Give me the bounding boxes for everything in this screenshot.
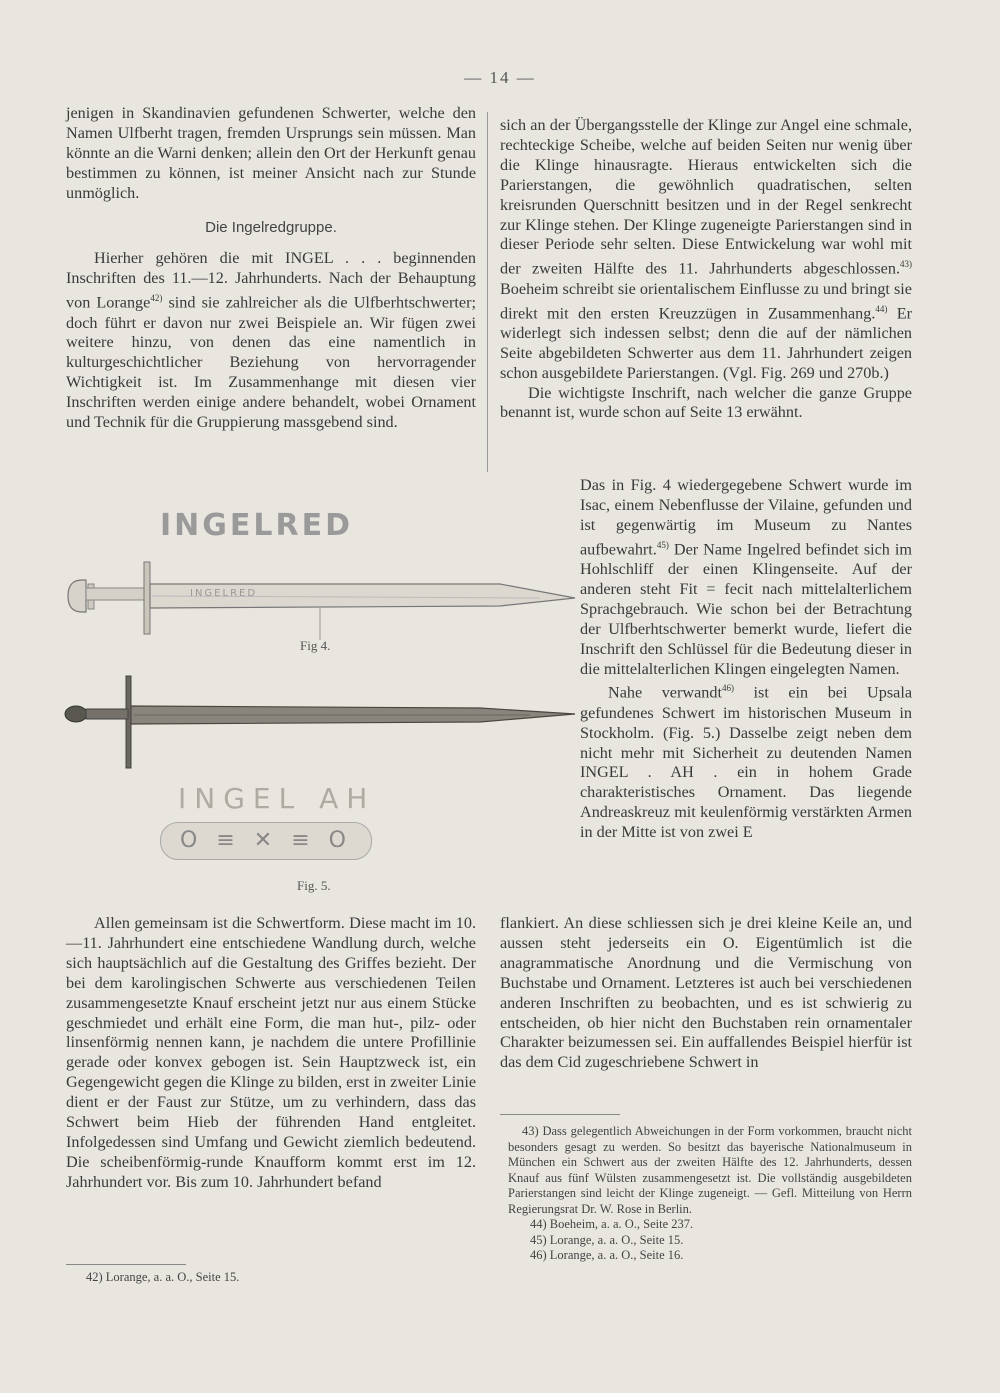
paragraph bbox=[580, 476, 912, 679]
fig4-inscription: INGELRED bbox=[160, 508, 353, 543]
fig5-ornament bbox=[160, 822, 372, 860]
footnote-ref: 43) bbox=[900, 259, 912, 270]
paragraph bbox=[500, 116, 912, 384]
footnote: 46) Lorange, a. a. O., Seite 16. bbox=[530, 1248, 684, 1262]
footnotes-left bbox=[86, 1270, 476, 1286]
text: Boeheim schreibt sie orientalischem Einflusse zu und bringt sie direkt mit den ersten Kreuzzügen in Zusammenhang. bbox=[500, 279, 912, 322]
paragraph: Die wichtigste Inschrift, nach welcher die ganze Gruppe benannt ist, wurde schon auf Seite 13 erwähnt. bbox=[500, 383, 912, 422]
paragraph bbox=[66, 249, 476, 433]
footnotes-right bbox=[508, 1124, 912, 1264]
right-column-wrap bbox=[580, 476, 912, 843]
paragraph: jenigen in Skandinavien gefundenen Schwerter, welche den Namen Ulfberht tragen, fremden Ursprungs sein müssen. Man könnte an die Warni denken; allein den Ort der Herkunft genau bestimmen zu können, ist meiner Ansicht nach zur Stunde unmöglich. bbox=[66, 104, 476, 202]
figure-area bbox=[60, 500, 580, 900]
footnote-ref: 45) bbox=[656, 539, 669, 550]
text: Nahe verwandt bbox=[608, 683, 722, 702]
text: sind sie zahlreicher als die Ulfberhtschwerter; doch führt er davon nur zwei Beispiele an. Wir fügen zwei weitere hinzu, von denen das eine namentlich in kulturgeschichtlicher Beziehung von hervorragender Wichtigkeit ist. Im Zusammenhange mit diesen vier Inschriften werden einige andere behandelt, wobei Ornament und Technik für die Gruppierung massgebend sind. bbox=[66, 293, 476, 432]
text: Hierher gehören die mit INGEL . . . beginnenden Inschriften des 11.—12. Jahrhunderts. Nach der Behauptung von Lorange bbox=[66, 249, 476, 312]
paragraph bbox=[580, 679, 912, 843]
page-number: — 14 — bbox=[464, 68, 536, 87]
paragraph: flankiert. An diese schliessen sich je drei kleine Keile an, und aussen steht jederseits ein O. Eigentümlich ist die anagrammatische Anordnung und die Vermischung von Buchstabe und Ornament. Letzteres ist auch bei verschiedenen anderen Inschriften zu beobachten, und es ist schwierig zu entscheiden, ob hier nicht den Buchstaben rein ornamentaler Charakter beizumessen sei. Ein auffallendes Beispiel hierfür ist das dem Cid zugeschriebene Schwert in bbox=[500, 914, 912, 1072]
text: sich an der Übergangsstelle der Klinge zur Angel eine schmale, rechteckige Scheibe, welche auf beiden Seiten nur wenig über die Klinge hinausragte. Hieraus entwickelten sich die Parierstangen, die gewöhnlich quadratischen, selten kreisrunden Querschnitt besitzen und in der Regel senkrecht zur Klinge stehen. Der Klinge zugeneigte Parierstangen sind in dieser Periode sehr selten. Diese Entwickelung war wohl mit der zweiten Hälfte des 11. Jahrhunderts abgeschlossen. bbox=[500, 116, 912, 278]
section-heading: Die Ingelredgruppe. bbox=[205, 218, 337, 236]
footnote-ref: 44) bbox=[875, 303, 888, 314]
left-column-top bbox=[66, 104, 476, 433]
text: Er widerlegt sich indessen selbst; denn die auf der nämlichen Seite abgebildeten Schwerter aus dem 11. Jahrhundert zeigen schon ausgebildete Parierstangen. (Vgl. Fig. 269 und 270b.) bbox=[500, 303, 913, 382]
text: ist ein bei Upsala gefundenes Schwert im historischen Museum in Stockholm. (Fig. 5.) Dasselbe zeigt neben dem nicht mehr mit Sicherheit zu deutenden Namen INGEL . AH . ein in hohem Grade charakteristisches Ornament. Das liegende Andreaskreuz mit keulenförmig verstärkten Armen in der Mitte ist von zwei E bbox=[580, 683, 912, 842]
right-column-top bbox=[500, 116, 912, 423]
figure-caption: Fig. 5. bbox=[297, 878, 331, 893]
footnote-ref: 42) bbox=[150, 293, 163, 304]
column-divider bbox=[487, 112, 488, 472]
footnote: 42) Lorange, a. a. O., Seite 15. bbox=[86, 1270, 240, 1284]
footnote: 45) Lorange, a. a. O., Seite 15. bbox=[530, 1232, 684, 1247]
footnote-ref: 46) bbox=[721, 683, 734, 694]
paragraph: Allen gemeinsam ist die Schwertform. Diese macht im 10.—11. Jahrhundert eine entschiedene Wandlung durch, welche sich hauptsächlich auf die Gestaltung des Griffes bezieht. Der bei dem karolingischen Schwerte aus verschiedenen Teilen zusammengesetzte Knauf erscheint jetzt nur aus einem Stücke geschmiedet und erhält eine Form, die man hut-, pilz- oder linsenförmig nennen kann, je nachdem die untere Profillinie gerade oder konvex gebogen ist. Sein Hauptzweck ist, ein Gegengewicht gegen die Klinge zu bilden, erst in zweiter Linie dient er der Faust zur Stütze, um zu verhindern, dass das Schwert beim Hieb der führenden Hand entgleitet. Infolgedessen sind Umfang und Gewicht ziemlich bedeutend. Die scheibenförmig-runde Knaufform kommt erst im 12. Jahrhundert vor. Bis zum 10. Jahrhundert befand bbox=[66, 914, 476, 1191]
text: Der Name Ingelred befindet sich im Hohlschliff der einen Klingenseite. Auf der anderen steht Fit = fecit nach mittelalterlichem Sprachgebrauch. Wie schon bei der Betrachtung der Ulfberhtschwerter bemerkt wurde, liefert die Inschrift den Schlüssel für die Bedeutung dieser in die mittelalterlichen Klingen eingelegten Namen. bbox=[580, 540, 912, 678]
footnote: 44) Boeheim, a. a. O., Seite 237. bbox=[530, 1217, 694, 1231]
footnote: 43) Dass gelegentlich Abweichungen in der Form vorkommen, braucht nicht besonders gesagt zu werden. So besitzt das bayerische Nationalmuseum in München ein Schwert aus der zweiten Hälfte des 12. Jahrhunderts, dessen Knauf aus fünf Wülsten zusammengesetzt ist. Die vollständig ausgebildeten Parierstangen sind leicht der Klinge zugeneigt. — Gefl. Mitteilung von Herrn Regierungsrat Dr. W. Rose in Berlin. bbox=[508, 1124, 912, 1216]
text: Das in Fig. 4 wiedergegebene Schwert wurde im Isac, einem Nebenflusse der Vilaine, gefunden und ist gegenwärtig im Museum zu Nantes aufbewahrt. bbox=[580, 476, 912, 559]
left-column-bottom bbox=[66, 914, 476, 1193]
footnote-rule bbox=[66, 1264, 186, 1265]
ornament-text: O ≡ ✕ ≡ O bbox=[180, 828, 352, 853]
fig4-blade-text: INGELRED bbox=[190, 588, 258, 599]
figure-caption: Fig 4. bbox=[300, 638, 331, 653]
sword-fig5-image bbox=[60, 672, 580, 772]
right-column-bottom bbox=[500, 914, 912, 1073]
footnote-rule bbox=[500, 1114, 620, 1115]
fig5-inscription: INGEL AH bbox=[178, 782, 376, 815]
